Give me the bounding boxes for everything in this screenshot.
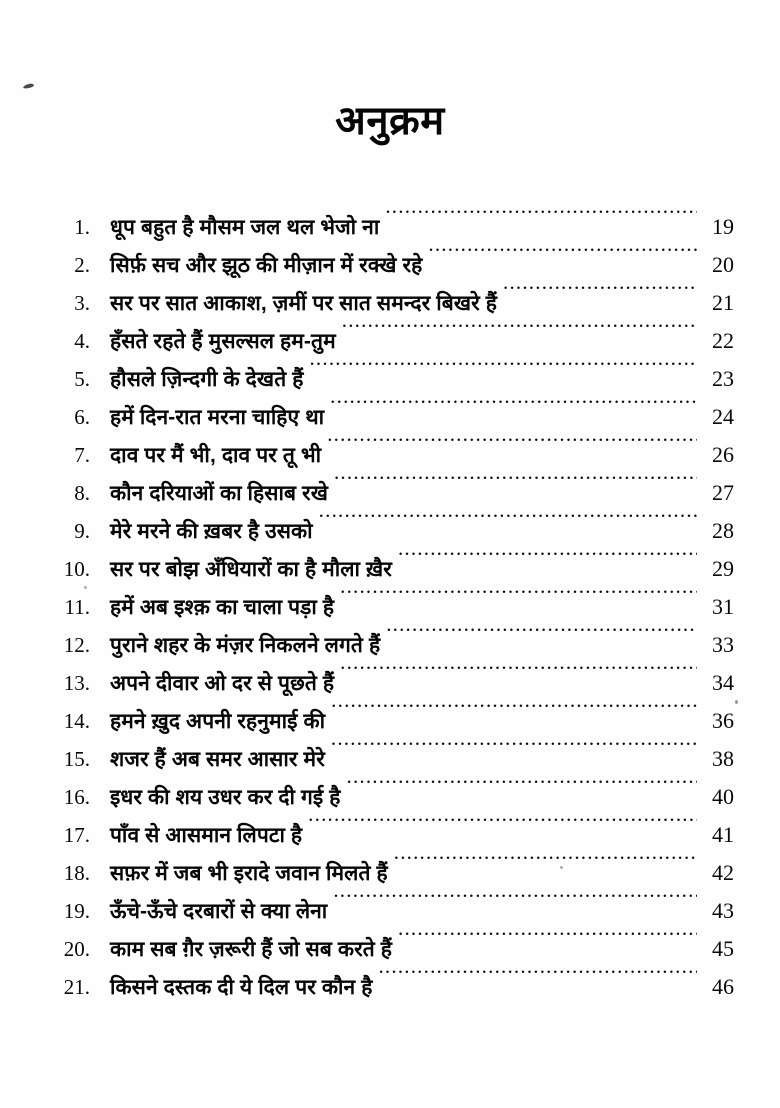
toc-page-number: 42 (712, 860, 734, 885)
toc-dot-leader (330, 386, 697, 424)
toc-page-number: 40 (712, 784, 734, 809)
toc-page-number: 19 (712, 214, 734, 239)
toc-dot-leader (394, 842, 697, 880)
toc-entry-title[interactable]: हमें दिन-रात मरना चाहिए था (110, 406, 325, 429)
toc-dot-leader (347, 766, 698, 804)
toc-entry-title[interactable]: दाव पर मैं भी, दाव पर तू भी (110, 444, 322, 467)
toc-dot-leader (385, 196, 697, 234)
toc-page-number: 26 (712, 442, 734, 467)
toc-entry-title[interactable]: सर पर सात आकाश, ज़मीं पर सात समन्दर बिखरे हैं (110, 292, 497, 315)
toc-dot-leader (428, 234, 697, 272)
toc-entry-number: 16. (63, 785, 90, 809)
toc-page-number: 24 (712, 404, 734, 429)
toc-entry-title[interactable]: धूप बहुत है मौसम जल थल भेजो ना (110, 216, 380, 239)
toc-entry-title[interactable]: हौसले ज़िन्दगी के देखते हैं (110, 368, 304, 391)
toc-entry-number: 9. (74, 519, 90, 543)
toc-dot-leader (327, 424, 697, 462)
toc-page-number: 38 (712, 746, 734, 771)
toc-entry-number: 7. (74, 443, 90, 467)
toc-dot-leader (308, 804, 697, 842)
toc-entry-title[interactable]: सिर्फ़ सच और झूठ की मीज़ान में रक्खे रहे (110, 254, 423, 277)
toc-page-number: 28 (712, 518, 734, 543)
toc-entry-title[interactable]: हमने ख़ुद अपनी रहनुमाई की (110, 710, 326, 733)
toc-entry-title[interactable]: हमें अब इश्क़ का चाला पड़ा है (110, 596, 335, 619)
toc-page-number: 33 (712, 632, 734, 657)
toc-entry-title[interactable]: सर पर बोझ अँधियारों का है मौला ख़ैर (110, 558, 392, 581)
toc-entry-number: 2. (74, 253, 90, 277)
toc-entry-number: 3. (74, 291, 90, 315)
toc-page-number: 45 (712, 936, 734, 961)
toc-entry-number: 8. (74, 481, 90, 505)
toc-entry-title[interactable]: शजर हैं अब समर आसार मेरे (110, 748, 325, 771)
toc-entry-number: 14. (63, 709, 90, 733)
toc-page-number: 36 (712, 708, 734, 733)
toc-page-number: 27 (712, 480, 734, 505)
toc-dot-leader (331, 690, 697, 728)
toc-page-number: 20 (712, 252, 734, 277)
toc-entry-title[interactable]: ऊँचे-ऊँचे दरबारों से क्या लेना (110, 900, 328, 923)
toc-entry-title[interactable]: इधर की शय उधर कर दी गई है (110, 786, 341, 809)
toc-entry-title[interactable]: काम सब ग़ैर ज़रूरी हैं जो सब करते हैं (110, 938, 393, 961)
scan-artifact-top-left (23, 83, 35, 89)
toc-entry-number: 4. (74, 329, 90, 353)
toc-entry-number: 21. (63, 975, 90, 999)
toc-entry-title[interactable]: हँसते रहते हैं मुसल्सल हम-तुम (110, 330, 336, 353)
toc-dot-leader (319, 500, 697, 538)
toc-dot-leader (342, 310, 697, 348)
toc-entry-number: 17. (63, 823, 90, 847)
toc-page-number: 46 (712, 974, 734, 999)
toc-entry-title[interactable]: मेरे मरने की ख़बर है उसको (110, 520, 313, 543)
toc-dot-leader (309, 348, 697, 386)
toc-dot-leader (333, 880, 697, 918)
table-of-contents (46, 196, 734, 999)
toc-row[interactable] (46, 196, 734, 239)
toc-page-number: 41 (712, 822, 734, 847)
toc-dot-leader (398, 918, 697, 956)
toc-page-number: 21 (712, 290, 734, 315)
toc-entry-title[interactable]: पाँव से आसमान लिपटा है (110, 824, 303, 847)
toc-entry-number: 19. (63, 899, 90, 923)
toc-entry-title[interactable]: अपने दीवार ओ दर से पूछते हैं (110, 672, 335, 695)
toc-dot-leader (340, 576, 697, 614)
toc-dot-leader (503, 272, 697, 310)
toc-entry-number: 12. (63, 633, 90, 657)
toc-dot-leader (334, 462, 697, 500)
toc-dot-leader (386, 614, 697, 652)
toc-page-number: 43 (712, 898, 734, 923)
scan-artifact-right-upper (735, 700, 738, 704)
toc-entry-number: 5. (74, 367, 90, 391)
toc-entry-number: 6. (74, 405, 90, 429)
toc-entry-number: 20. (63, 937, 90, 961)
toc-entry-number: 18. (63, 861, 90, 885)
toc-dot-leader (340, 652, 697, 690)
toc-entry-title[interactable]: किसने दस्तक दी ये दिल पर कौन है (110, 976, 373, 999)
toc-page-number: 23 (712, 366, 734, 391)
toc-page-number: 34 (712, 670, 734, 695)
toc-entry-title[interactable]: कौन दरियाओं का हिसाब रखे (110, 482, 328, 505)
toc-entry-number: 1. (74, 215, 90, 239)
toc-entry-title[interactable]: पुराने शहर के मंज़र निकलने लगते हैं (110, 634, 381, 657)
toc-entry-number: 13. (63, 671, 90, 695)
toc-page-number: 31 (712, 594, 734, 619)
toc-entry-title[interactable]: सफ़र में जब भी इरादे जवान मिलते हैं (110, 862, 388, 885)
toc-entry-number: 11. (64, 595, 90, 619)
toc-page-number: 29 (712, 556, 734, 581)
toc-dot-leader (331, 728, 697, 766)
toc-page-number: 22 (712, 328, 734, 353)
page-title: अनुक्रम (335, 99, 445, 143)
toc-entry-number: 10. (63, 557, 90, 581)
toc-dot-leader (378, 956, 697, 994)
toc-dot-leader (398, 538, 697, 576)
toc-entry-number: 15. (63, 747, 90, 771)
